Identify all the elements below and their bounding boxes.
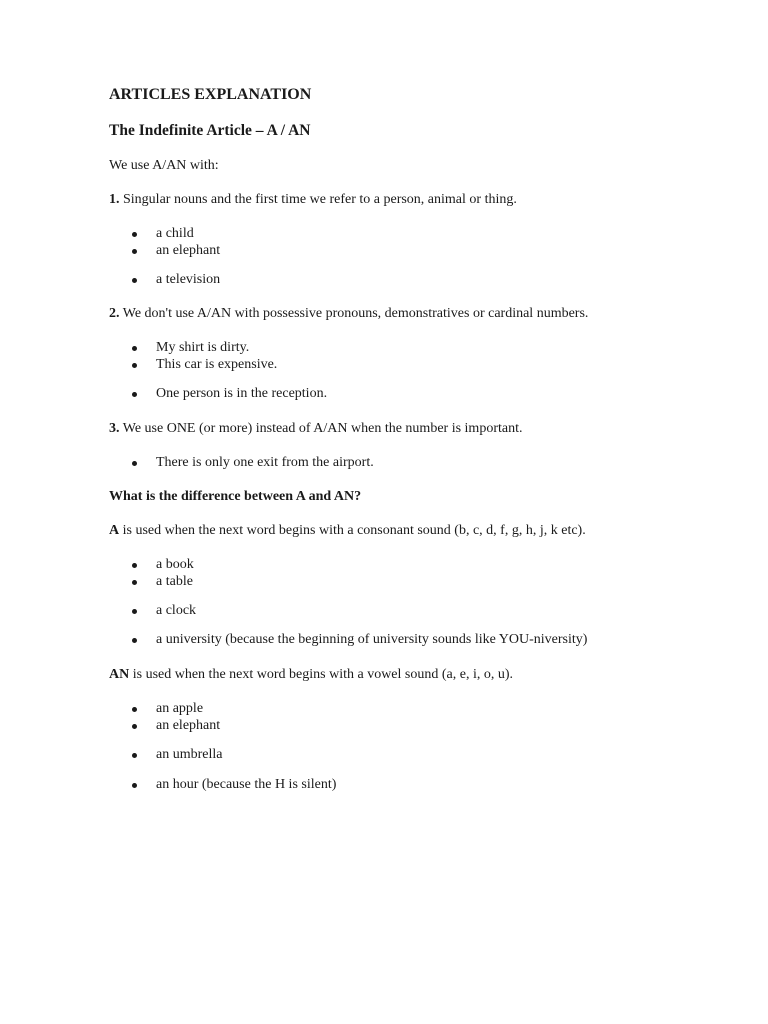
rule-3 (109, 421, 522, 437)
bullet-icon (132, 707, 137, 712)
list-item-text: an apple (156, 701, 204, 716)
list-item-text: a book (156, 557, 194, 572)
rule-number: 3. (109, 421, 120, 436)
bullet-icon (132, 580, 137, 585)
rule-number: 2. (109, 306, 120, 321)
bullet-icon (132, 563, 137, 568)
bullet-icon (132, 461, 137, 466)
bullet-icon (132, 638, 137, 643)
rule-lead: A (109, 523, 120, 538)
bullet-icon (132, 783, 137, 788)
rule-lead: AN (109, 667, 130, 682)
list-item-text: There is only one exit from the airport. (156, 455, 374, 470)
list-item-text: an elephant (156, 718, 221, 733)
rule-2 (109, 306, 588, 322)
bullet-icon (132, 392, 137, 397)
question-heading: What is the difference between A and AN? (109, 489, 362, 504)
bullet-icon (132, 232, 137, 237)
list-item-text: an umbrella (156, 747, 223, 762)
list-item-text: My shirt is dirty. (156, 340, 250, 355)
list-item-text: a table (156, 574, 193, 589)
rule-text: We don't use A/AN with possessive pronouns, demonstratives or cardinal numbers. (119, 306, 589, 321)
rule-text: We use ONE (or more) instead of A/AN when the number is important. (119, 421, 523, 436)
bullet-icon (132, 249, 137, 254)
list-item-text: This car is expensive. (156, 357, 278, 372)
bullet-icon (132, 363, 137, 368)
bullet-icon (132, 609, 137, 614)
rule-number: 1. (109, 192, 120, 207)
bullet-icon (132, 724, 137, 729)
rule-text: Singular nouns and the first time we refer to a person, animal or thing. (119, 192, 517, 207)
list-item-text: an elephant (156, 243, 221, 258)
a-rule (109, 523, 586, 539)
rule-text: is used when the next word begins with a vowel sound (a, e, i, o, u). (129, 667, 513, 682)
list-item-text: One person is in the reception. (156, 386, 328, 401)
bullet-icon (132, 753, 137, 758)
list-item-text: a university (because the beginning of university sounds like YOU-niversity) (156, 632, 588, 647)
list-item-text: a clock (156, 603, 197, 618)
list-item-text: a television (156, 272, 221, 287)
list-item-text: a child (156, 226, 194, 241)
rule-1 (109, 192, 517, 208)
intro-text: We use A/AN with: (109, 158, 219, 173)
rule-text: is used when the next word begins with a consonant sound (b, c, d, f, g, h, j, k etc). (119, 523, 586, 538)
bullet-icon (132, 346, 137, 351)
document-title: ARTICLES EXPLANATION (109, 86, 312, 103)
list-item-text: an hour (because the H is silent) (156, 777, 337, 792)
an-rule (109, 667, 513, 683)
bullet-icon (132, 278, 137, 283)
section-heading: The Indefinite Article – A / AN (109, 122, 311, 139)
